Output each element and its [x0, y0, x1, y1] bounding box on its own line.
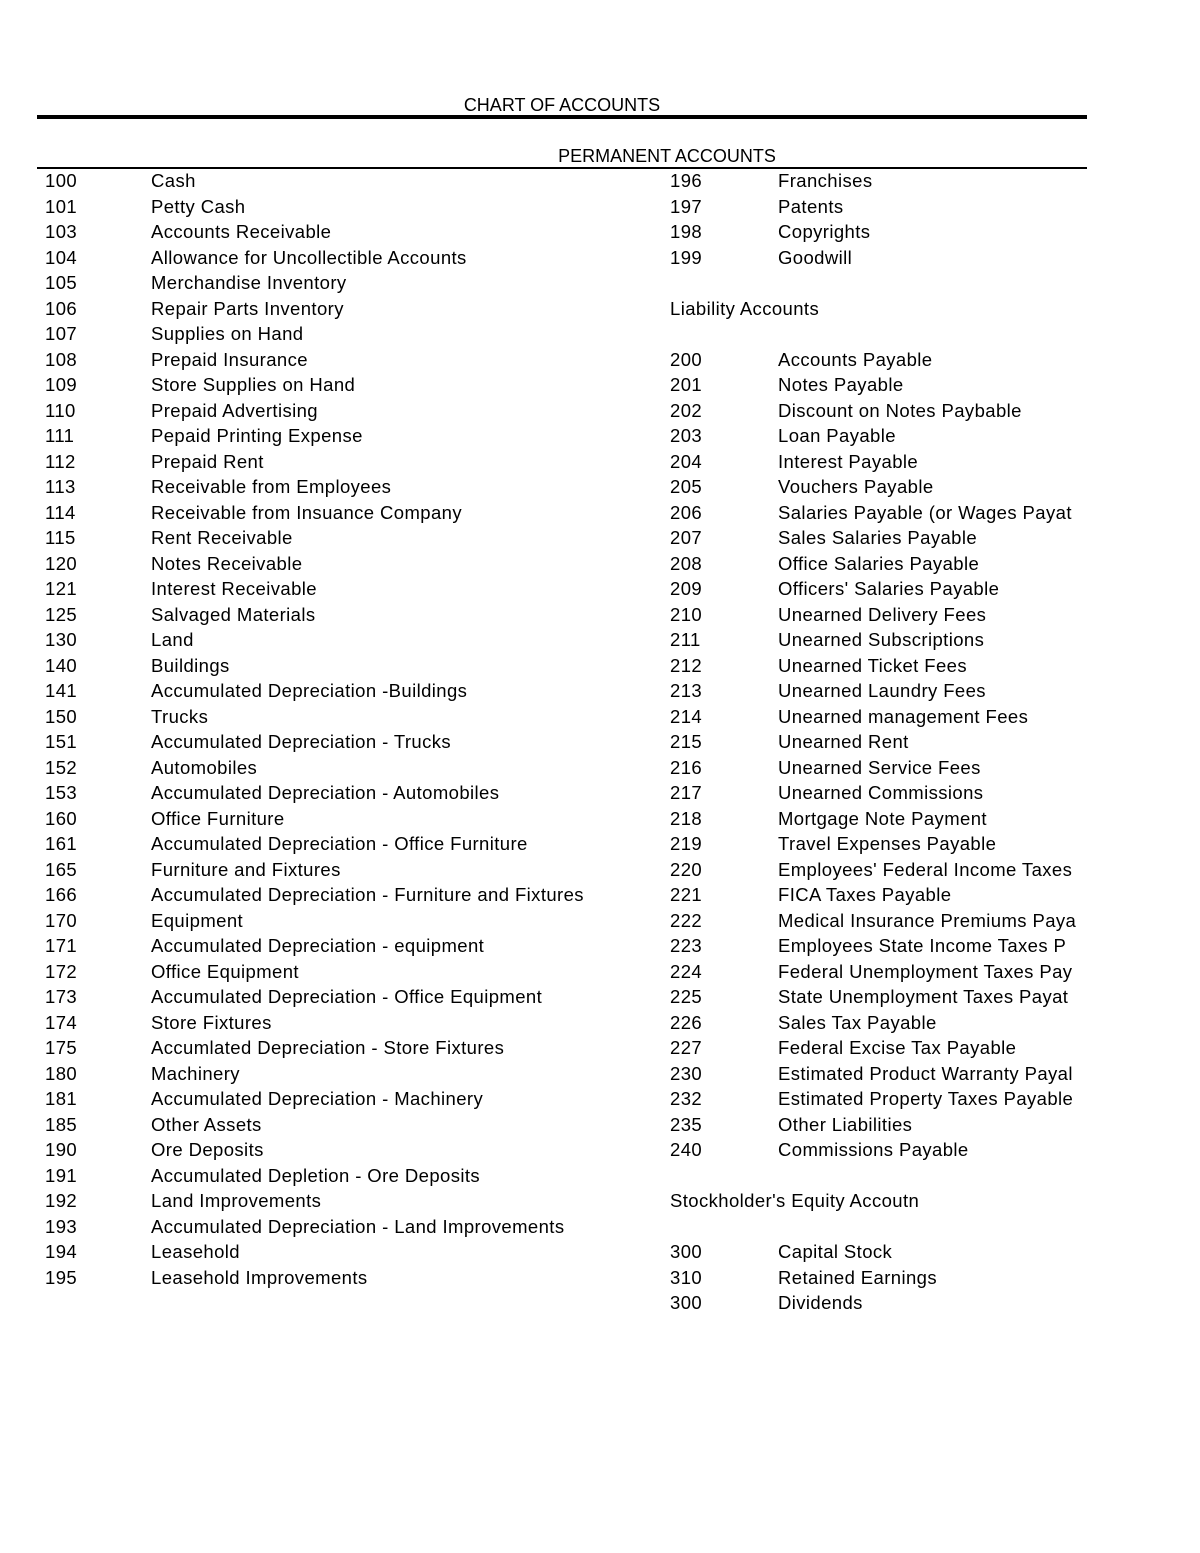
account-name: Vouchers Payable — [778, 476, 934, 497]
account-number: 222 — [670, 909, 703, 931]
account-row — [670, 502, 1087, 528]
account-row — [45, 731, 665, 757]
account-number: 300 — [670, 1292, 703, 1313]
account-number: 170 — [45, 909, 78, 931]
account-name: Commissions Payable — [778, 1139, 969, 1160]
account-name: Unearned Subscriptions — [778, 629, 985, 650]
account-number: 152 — [45, 756, 78, 778]
account-row — [45, 451, 665, 477]
account-name: Loan Payable — [778, 425, 896, 446]
account-number: 197 — [670, 195, 703, 217]
account-row — [45, 680, 665, 706]
account-number: 174 — [45, 1011, 78, 1033]
account-row — [670, 1139, 1087, 1165]
account-row — [45, 604, 665, 630]
account-row — [45, 502, 665, 528]
account-number: 103 — [45, 221, 78, 242]
section-title: PERMANENT ACCOUNTS — [558, 146, 776, 166]
account-number: 108 — [45, 348, 78, 370]
account-row — [45, 1216, 665, 1242]
account-row — [45, 247, 665, 273]
account-group-heading — [670, 298, 1087, 324]
account-row — [45, 986, 665, 1012]
account-name: Accumulated Depreciation - Trucks — [151, 731, 452, 752]
account-row — [45, 1088, 665, 1114]
account-row — [670, 731, 1087, 757]
account-number: 240 — [670, 1139, 703, 1160]
account-name: Accounts Payable — [778, 348, 933, 370]
account-name: Other Liabilities — [778, 1113, 913, 1135]
account-name: Receivable from Employees — [151, 476, 392, 497]
account-number: 130 — [45, 629, 78, 650]
account-row — [670, 1012, 1087, 1038]
account-row — [45, 1267, 665, 1293]
account-row — [670, 935, 1087, 961]
account-name: Federal Excise Tax Payable — [778, 1037, 1017, 1058]
account-row — [670, 527, 1087, 553]
account-name: Officers' Salaries Payable — [778, 578, 1000, 599]
account-row — [670, 859, 1087, 885]
blank-row — [670, 323, 1087, 349]
account-row — [670, 221, 1087, 247]
account-name: Notes Payable — [778, 374, 904, 395]
right-account-column — [670, 170, 1087, 1318]
account-name: Accumulated Depreciation - equipment — [151, 935, 485, 956]
account-row — [45, 1241, 665, 1267]
left-account-column — [45, 170, 665, 1292]
account-name: Prepaid Insurance — [151, 348, 308, 370]
account-number: 115 — [45, 527, 76, 548]
account-number: 211 — [670, 629, 701, 650]
account-row — [670, 578, 1087, 604]
account-row — [45, 1165, 665, 1191]
account-row — [45, 910, 665, 936]
account-row — [45, 578, 665, 604]
account-row — [45, 1037, 665, 1063]
account-row — [45, 272, 665, 298]
account-row — [670, 1114, 1087, 1140]
account-row — [45, 400, 665, 426]
account-row — [45, 833, 665, 859]
group-heading-label: Liability Accounts — [670, 297, 820, 319]
account-number: 212 — [670, 654, 703, 676]
account-number: 105 — [45, 272, 78, 293]
account-number: 151 — [45, 731, 78, 752]
account-name: Federal Unemployment Taxes Pay — [778, 960, 1073, 982]
account-number: 104 — [45, 246, 78, 268]
account-number: 172 — [45, 960, 78, 982]
account-row — [670, 196, 1087, 222]
account-number: 113 — [45, 476, 76, 497]
account-number: 300 — [670, 1241, 703, 1262]
account-name: Accumulated Depreciation - Office Furniture — [151, 833, 528, 854]
account-number: 208 — [670, 552, 703, 574]
account-name: Buildings — [151, 654, 230, 676]
account-name: FICA Taxes Payable — [778, 884, 952, 905]
account-name: Unearned management Fees — [778, 705, 1029, 727]
account-number: 226 — [670, 1011, 703, 1033]
account-name: Ore Deposits — [151, 1139, 264, 1160]
account-row — [670, 808, 1087, 834]
page-title: CHART OF ACCOUNTS — [463, 95, 661, 115]
account-name: Dividends — [778, 1292, 863, 1313]
account-name: Retained Earnings — [778, 1266, 938, 1288]
account-name: Discount on Notes Paybable — [778, 399, 1022, 421]
account-number: 216 — [670, 756, 703, 778]
account-name: Office Furniture — [151, 807, 285, 829]
account-name: Rent Receivable — [151, 527, 293, 548]
account-row — [670, 706, 1087, 732]
account-number: 204 — [670, 450, 703, 472]
account-row — [670, 476, 1087, 502]
account-number: 224 — [670, 960, 703, 982]
account-row — [45, 1012, 665, 1038]
account-row — [670, 757, 1087, 783]
account-row — [670, 833, 1087, 859]
account-name: Accounts Receivable — [151, 221, 332, 242]
account-name: Accumulated Depletion - Ore Deposits — [151, 1164, 481, 1186]
account-number: 141 — [45, 680, 78, 701]
account-number: 101 — [45, 195, 78, 217]
account-row — [670, 1063, 1087, 1089]
account-number: 121 — [45, 578, 78, 599]
account-row — [45, 425, 665, 451]
account-row — [670, 553, 1087, 579]
account-name: Capital Stock — [778, 1241, 893, 1262]
account-number: 114 — [45, 501, 76, 523]
account-row — [670, 1292, 1087, 1318]
account-name: Accumlated Depreciation - Store Fixtures — [151, 1037, 505, 1058]
account-name: State Unemployment Taxes Payat — [778, 986, 1069, 1007]
account-number: 199 — [670, 246, 703, 268]
account-number: 195 — [45, 1266, 78, 1288]
account-name: Land Improvements — [151, 1190, 322, 1211]
account-name: Unearned Rent — [778, 731, 909, 752]
account-row — [45, 706, 665, 732]
account-number: 181 — [45, 1088, 78, 1109]
account-number: 210 — [670, 603, 703, 625]
account-number: 180 — [45, 1062, 78, 1084]
account-row — [670, 1088, 1087, 1114]
account-number: 106 — [45, 297, 78, 319]
account-row — [45, 757, 665, 783]
account-name: Patents — [778, 195, 844, 217]
account-name: Mortgage Note Payment — [778, 807, 987, 829]
account-number: 217 — [670, 782, 703, 803]
account-number: 160 — [45, 807, 78, 829]
account-number: 112 — [45, 450, 76, 472]
account-number: 213 — [670, 680, 703, 701]
account-number: 185 — [45, 1113, 78, 1135]
account-row — [670, 961, 1087, 987]
account-name: Sales Tax Payable — [778, 1011, 937, 1033]
account-number: 173 — [45, 986, 78, 1007]
account-number: 221 — [670, 884, 703, 905]
account-name: Machinery — [151, 1062, 240, 1084]
account-number: 111 — [45, 425, 75, 446]
account-row — [45, 1063, 665, 1089]
account-number: 150 — [45, 705, 78, 727]
account-row — [45, 170, 665, 196]
account-number: 110 — [45, 399, 76, 421]
account-name: Interest Payable — [778, 450, 919, 472]
account-name: Employees State Income Taxes P — [778, 935, 1067, 956]
account-name: Copyrights — [778, 221, 871, 242]
account-number: 200 — [670, 348, 703, 370]
account-number: 232 — [670, 1088, 703, 1109]
account-name: Leasehold — [151, 1241, 240, 1262]
account-number: 220 — [670, 858, 703, 880]
account-row — [670, 1267, 1087, 1293]
account-row — [670, 374, 1087, 400]
account-number: 190 — [45, 1139, 78, 1160]
account-row — [45, 1114, 665, 1140]
account-name: Prepaid Advertising — [151, 399, 318, 421]
account-row — [670, 655, 1087, 681]
account-name: Accumulated Depreciation - Furniture and Fixtures — [151, 884, 584, 905]
account-name: Cash — [151, 170, 196, 191]
account-row — [45, 782, 665, 808]
account-number: 175 — [45, 1037, 78, 1058]
account-name: Pepaid Printing Expense — [151, 425, 363, 446]
account-name: Unearned Commissions — [778, 782, 984, 803]
account-name: Automobiles — [151, 756, 258, 778]
account-number: 171 — [45, 935, 78, 956]
account-number: 107 — [45, 323, 78, 344]
account-name: Medical Insurance Premiums Paya — [778, 909, 1077, 931]
account-row — [670, 629, 1087, 655]
account-number: 191 — [45, 1164, 78, 1186]
account-name: Interest Receivable — [151, 578, 317, 599]
account-name: Equipment — [151, 909, 244, 931]
group-heading-label: Stockholder's Equity Accoutn — [670, 1190, 920, 1211]
account-name: Furniture and Fixtures — [151, 858, 341, 880]
account-name: Sales Salaries Payable — [778, 527, 978, 548]
account-number: 161 — [45, 833, 78, 854]
account-number: 209 — [670, 578, 703, 599]
account-number: 218 — [670, 807, 703, 829]
account-row — [45, 298, 665, 324]
account-name: Office Salaries Payable — [778, 552, 980, 574]
account-name: Accumulated Depreciation - Automobiles — [151, 782, 500, 803]
account-row — [670, 604, 1087, 630]
account-row — [45, 935, 665, 961]
account-name: Allowance for Uncollectible Accounts — [151, 246, 467, 268]
account-row — [670, 247, 1087, 273]
account-number: 203 — [670, 425, 703, 446]
account-row — [45, 1139, 665, 1165]
account-row — [45, 349, 665, 375]
account-number: 196 — [670, 170, 703, 191]
title-divider — [37, 115, 1087, 119]
account-row — [45, 655, 665, 681]
account-name: Store Supplies on Hand — [151, 374, 356, 395]
account-name: Trucks — [151, 705, 209, 727]
account-number: 125 — [45, 603, 78, 625]
account-row — [670, 451, 1087, 477]
account-name: Salaries Payable (or Wages Payat — [778, 501, 1072, 523]
account-number: 206 — [670, 501, 703, 523]
section-divider — [37, 167, 1087, 169]
account-row — [45, 808, 665, 834]
account-row — [670, 782, 1087, 808]
account-name: Other Assets — [151, 1113, 262, 1135]
account-row — [670, 884, 1087, 910]
account-name: Employees' Federal Income Taxes — [778, 858, 1073, 880]
account-row — [670, 170, 1087, 196]
account-number: 120 — [45, 552, 78, 574]
account-row — [670, 910, 1087, 936]
account-number: 225 — [670, 986, 703, 1007]
account-row — [45, 629, 665, 655]
account-row — [45, 961, 665, 987]
account-name: Unearned Delivery Fees — [778, 603, 987, 625]
account-row — [45, 527, 665, 553]
account-row — [45, 323, 665, 349]
account-row — [45, 196, 665, 222]
blank-row — [670, 1216, 1087, 1242]
account-number: 230 — [670, 1062, 703, 1084]
account-number: 166 — [45, 884, 78, 905]
account-name: Salvaged Materials — [151, 603, 316, 625]
account-number: 214 — [670, 705, 703, 727]
account-row — [45, 859, 665, 885]
account-row — [670, 1037, 1087, 1063]
account-number: 165 — [45, 858, 78, 880]
account-number: 192 — [45, 1190, 78, 1211]
account-name: Prepaid Rent — [151, 450, 264, 472]
account-number: 201 — [670, 374, 703, 395]
account-number: 215 — [670, 731, 703, 752]
account-name: Receivable from Insuance Company — [151, 501, 463, 523]
account-name: Petty Cash — [151, 195, 246, 217]
account-number: 205 — [670, 476, 703, 497]
account-name: Supplies on Hand — [151, 323, 304, 344]
account-name: Unearned Ticket Fees — [778, 654, 967, 676]
account-row — [45, 553, 665, 579]
account-row — [45, 1190, 665, 1216]
account-number: 140 — [45, 654, 78, 676]
account-name: Franchises — [778, 170, 873, 191]
account-name: Accumulated Depreciation - Machinery — [151, 1088, 484, 1109]
account-name: Repair Parts Inventory — [151, 297, 344, 319]
account-name: Accumulated Depreciation - Land Improvements — [151, 1215, 565, 1237]
account-name: Accumulated Depreciation -Buildings — [151, 680, 468, 701]
account-number: 194 — [45, 1241, 78, 1262]
account-row — [45, 221, 665, 247]
account-name: Notes Receivable — [151, 552, 303, 574]
blank-row — [670, 1165, 1087, 1191]
account-name: Store Fixtures — [151, 1011, 272, 1033]
account-number: 227 — [670, 1037, 703, 1058]
account-name: Merchandise Inventory — [151, 272, 347, 293]
account-row — [45, 374, 665, 400]
account-number: 109 — [45, 374, 78, 395]
account-name: Unearned Service Fees — [778, 756, 981, 778]
account-name: Estimated Property Taxes Payable — [778, 1088, 1074, 1109]
account-name: Unearned Laundry Fees — [778, 680, 986, 701]
account-row — [670, 1241, 1087, 1267]
account-name: Goodwill — [778, 246, 853, 268]
account-number: 100 — [45, 170, 78, 191]
account-row — [670, 680, 1087, 706]
account-group-heading — [670, 1190, 1087, 1216]
account-name: Accumulated Depreciation - Office Equipment — [151, 986, 543, 1007]
account-number: 219 — [670, 833, 703, 854]
account-name: Travel Expenses Payable — [778, 833, 997, 854]
account-row — [45, 884, 665, 910]
account-row — [670, 425, 1087, 451]
account-number: 207 — [670, 527, 703, 548]
blank-row — [670, 272, 1087, 298]
account-row — [45, 476, 665, 502]
account-name: Leasehold Improvements — [151, 1266, 368, 1288]
account-number: 310 — [670, 1266, 703, 1288]
account-row — [670, 986, 1087, 1012]
account-name: Estimated Product Warranty Payal — [778, 1062, 1073, 1084]
account-number: 198 — [670, 221, 703, 242]
account-number: 202 — [670, 399, 703, 421]
account-row — [670, 400, 1087, 426]
account-number: 235 — [670, 1113, 703, 1135]
account-number: 153 — [45, 782, 78, 803]
account-name: Land — [151, 629, 194, 650]
account-name: Office Equipment — [151, 960, 299, 982]
account-row — [670, 349, 1087, 375]
account-number: 193 — [45, 1215, 78, 1237]
account-number: 223 — [670, 935, 703, 956]
